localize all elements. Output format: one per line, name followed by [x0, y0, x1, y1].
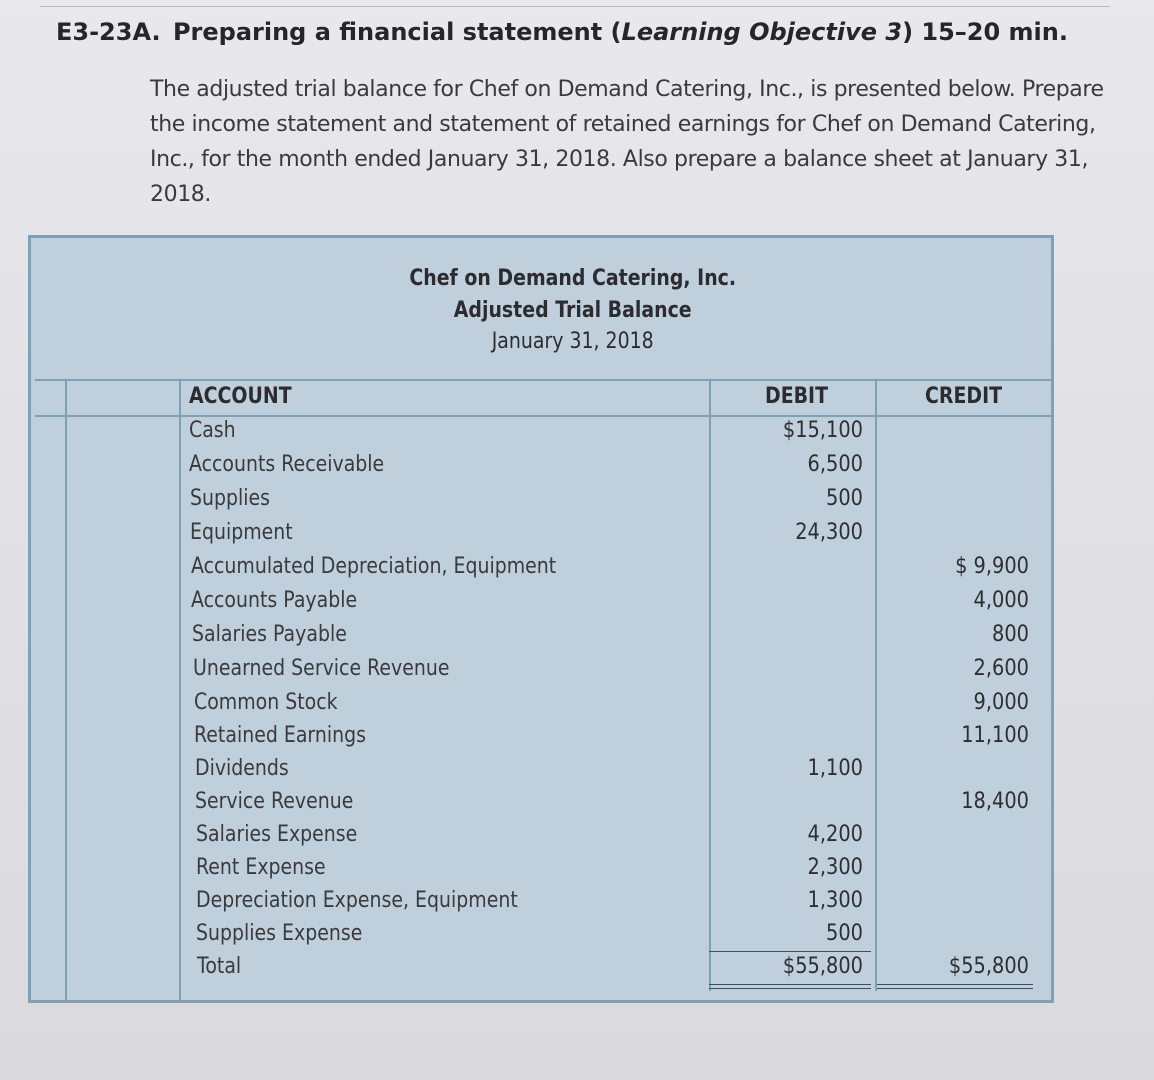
problem-instructions: The adjusted trial balance for Chef on Demand Catering, Inc., is presented below. Prepare the income statement and statement of retained earnings for Chef on Demand Catering, Inc., for the month ended January 31, 2018. Also prepare a balance sheet at January 31, 2018.: [150, 77, 1104, 207]
credit-amount: 11,100: [961, 723, 1029, 748]
account-name: Common Stock: [194, 690, 338, 715]
debit-amount: 500: [826, 486, 863, 511]
credit-total: $55,800: [948, 954, 1029, 979]
problem-title-part1: Preparing a financial statement (: [172, 18, 622, 46]
top-rule: [40, 6, 1110, 7]
account-name: Dividends: [195, 756, 289, 781]
credit-amount: 9,000: [973, 690, 1029, 715]
table-row: [31, 888, 1057, 922]
table-row: [31, 756, 1057, 790]
table-row: [31, 855, 1057, 889]
credit-amount: 2,600: [973, 656, 1029, 681]
learning-objective: Learning Objective 3: [621, 18, 903, 46]
credit-double-rule: [877, 984, 1033, 985]
credit-amount: 18,400: [961, 789, 1029, 814]
table-row: [31, 822, 1057, 856]
trial-balance-header: [31, 238, 1051, 380]
table-row: [31, 554, 1057, 588]
credit-amount: 800: [992, 622, 1029, 647]
grid-line: [1051, 381, 1053, 417]
debit-amount: 4,200: [807, 822, 863, 847]
debit-total: $55,800: [782, 954, 863, 979]
debit-amount: $15,100: [782, 418, 863, 443]
debit-amount: 24,300: [795, 520, 863, 545]
table-row: [31, 588, 1057, 622]
debit-amount: 6,500: [807, 452, 863, 477]
account-name: Retained Earnings: [194, 723, 366, 748]
statement-title: Adjusted Trial Balance: [453, 298, 692, 323]
table-row: [31, 452, 1057, 486]
account-name: Accounts Payable: [191, 588, 358, 613]
table-row: [31, 723, 1057, 757]
problem-id: E3-23A.: [56, 18, 161, 46]
table-row: [31, 622, 1057, 656]
trial-balance-panel: [28, 235, 1054, 1003]
company-name: Chef on Demand Catering, Inc.: [409, 266, 737, 291]
account-name: Equipment: [190, 520, 293, 545]
table-row: [31, 789, 1057, 823]
account-name: Salaries Expense: [196, 822, 358, 847]
credit-double-rule: [877, 988, 1033, 989]
account-name: Accumulated Depreciation, Equipment: [191, 554, 557, 579]
account-name: Supplies: [190, 486, 271, 511]
debit-amount: 1,300: [807, 888, 863, 913]
header-rule: [35, 415, 1053, 417]
table-row: [31, 656, 1057, 690]
account-name: Supplies Expense: [196, 921, 363, 946]
problem-heading: [56, 18, 1068, 46]
account-column-header: ACCOUNT: [189, 384, 292, 409]
table-row: [31, 486, 1057, 520]
table-row: [31, 520, 1057, 554]
credit-column-header: CREDIT: [925, 384, 1003, 409]
table-row: [31, 954, 1057, 988]
debit-amount: 2,300: [807, 855, 863, 880]
account-name: Accounts Receivable: [189, 452, 385, 477]
statement-date: January 31, 2018: [491, 329, 654, 354]
account-name: Rent Expense: [196, 855, 326, 880]
account-name: Unearned Service Revenue: [193, 656, 450, 681]
debit-double-rule: [709, 984, 871, 985]
account-name: Cash: [189, 418, 236, 443]
account-name: Service Revenue: [195, 789, 354, 814]
account-name: Total: [197, 954, 242, 979]
debit-amount: 500: [826, 921, 863, 946]
debit-column-header: DEBIT: [765, 384, 829, 409]
table-row: [31, 418, 1057, 452]
account-name: Salaries Payable: [192, 622, 347, 647]
debit-amount: 1,100: [807, 756, 863, 781]
table-row: [31, 921, 1057, 955]
total-single-rule: [709, 951, 871, 952]
account-name: Depreciation Expense, Equipment: [196, 888, 518, 913]
debit-double-rule: [709, 988, 871, 989]
credit-amount: 4,000: [973, 588, 1029, 613]
table-row: [31, 690, 1057, 724]
credit-amount: $ 9,900: [955, 554, 1029, 579]
problem-title-part2: ) 15–20 min.: [902, 18, 1068, 46]
